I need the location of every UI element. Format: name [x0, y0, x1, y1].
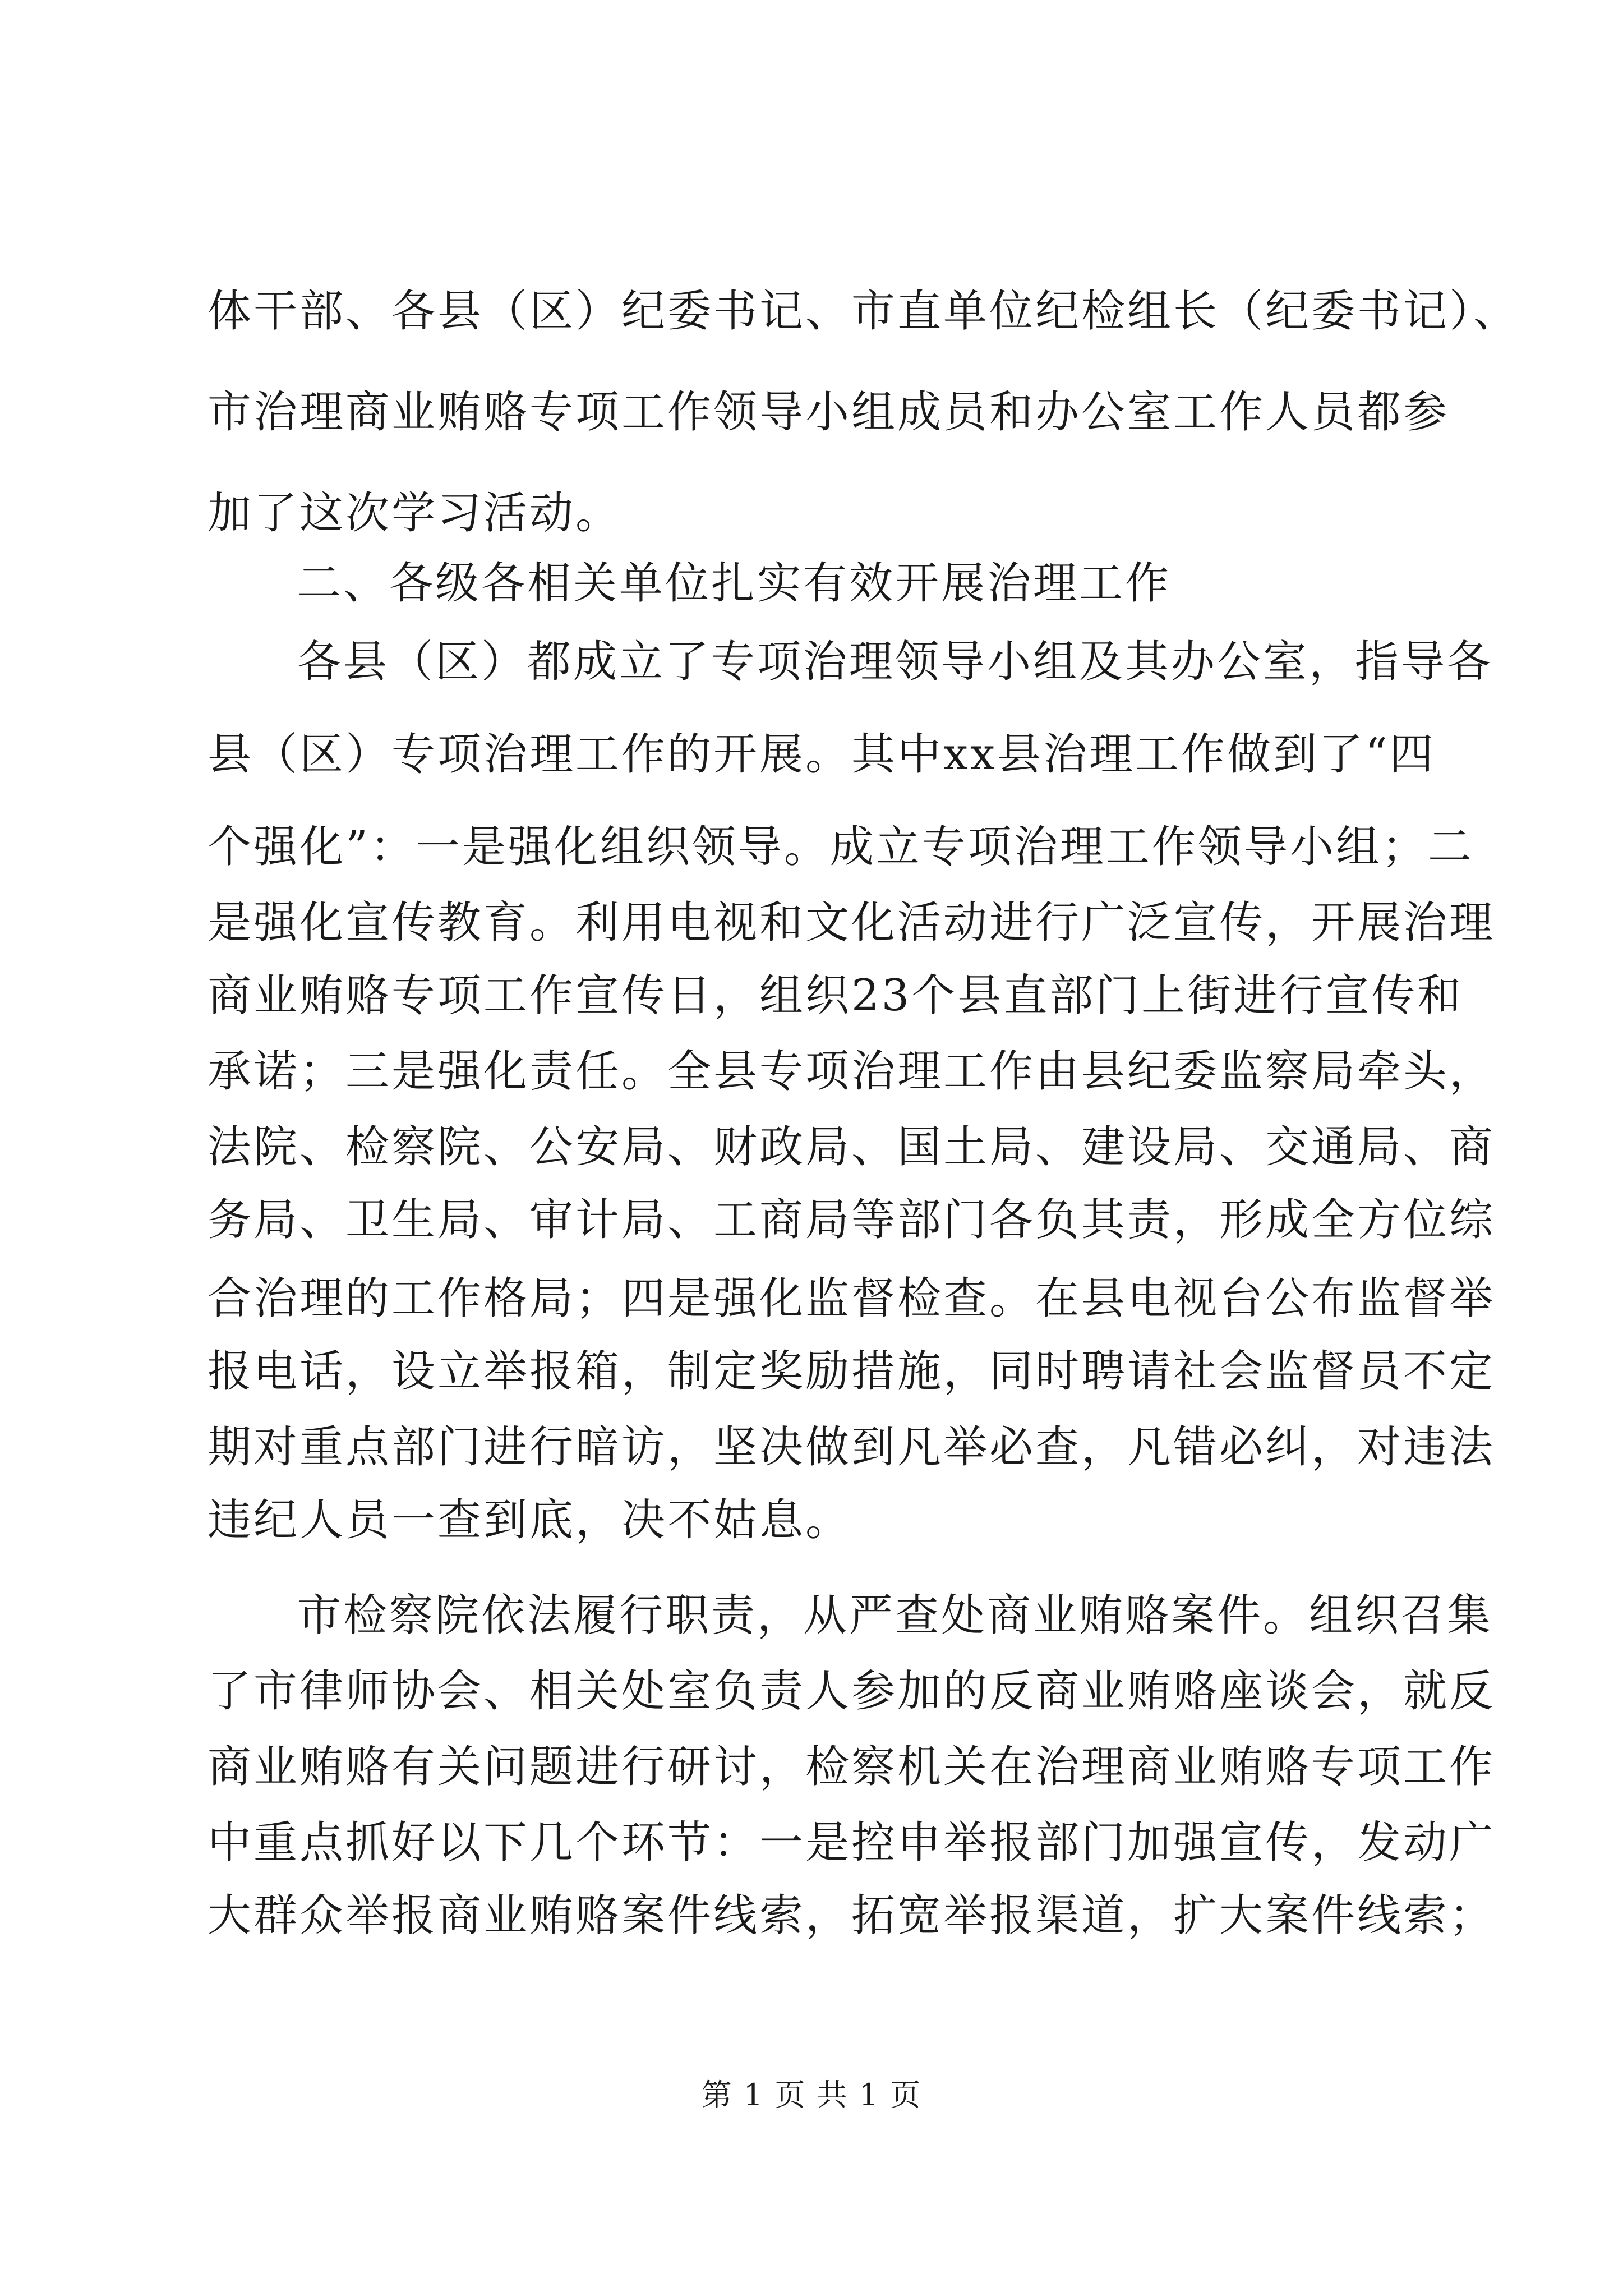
text-line: 违纪人员一查到底，决不姑息。: [208, 1495, 852, 1545]
text-line: 了市律师协会、相关处室负责人参加的反商业贿赂座谈会，就反: [208, 1666, 1496, 1717]
text-line: 是强化宣传教育。利用电视和文化活动进行广泛宣传，开展治理: [208, 898, 1496, 948]
text-line: 各县（区）都成立了专项治理领导小组及其办公室，指导各: [297, 637, 1493, 687]
text-line: 法院、检察院、公安局、财政局、国土局、建设局、交通局、商: [208, 1122, 1496, 1172]
text-line: 务局、卫生局、审计局、工商局等部门各负其责，形成全方位综: [208, 1195, 1496, 1245]
section-heading: 二、各级各相关单位扎实有效开展治理工作: [297, 558, 1172, 609]
text-line: 承诺；三是强化责任。全县专项治理工作由县纪委监察局牵头，: [208, 1046, 1496, 1097]
text-line: 加了这次学习活动。: [208, 488, 622, 539]
text-line: 报电话，设立举报箱，制定奖励措施，同时聘请社会监督员不定: [208, 1346, 1496, 1397]
text-line: 县（区）专项治理工作的开展。其中xx县治理工作做到了“四: [208, 729, 1436, 780]
text-line: 市治理商业贿赂专项工作领导小组成员和办公室工作人员都参: [208, 387, 1450, 438]
text-line: 期对重点部门进行暗访，坚决做到凡举必查，凡错必纠，对违法: [208, 1422, 1496, 1473]
text-line: 体干部、各县（区）纪委书记、市直单位纪检组长（纪委书记）、: [208, 286, 1520, 337]
text-line: 大群众举报商业贿赂案件线索，拓宽举报渠道，扩大案件线索；: [208, 1890, 1496, 1941]
text-line: 合治理的工作格局；四是强化监督检查。在县电视台公布监督举: [208, 1273, 1496, 1324]
page-footer: 第 1 页 共 1 页: [701, 2077, 922, 2113]
text-line: 中重点抓好以下几个环节：一是控申举报部门加强宣传，发动广: [208, 1818, 1496, 1868]
text-line: 市检察院依法履行职责，从严查处商业贿赂案件。组织召集: [297, 1590, 1493, 1641]
text-line: 个强化”：一是强化组织领导。成立专项治理工作领导小组；二: [208, 822, 1474, 872]
text-line: 商业贿赂有关问题进行研讨，检察机关在治理商业贿赂专项工作: [208, 1742, 1496, 1792]
text-line: 商业贿赂专项工作宣传日，组织23个县直部门上街进行宣传和: [208, 970, 1464, 1021]
